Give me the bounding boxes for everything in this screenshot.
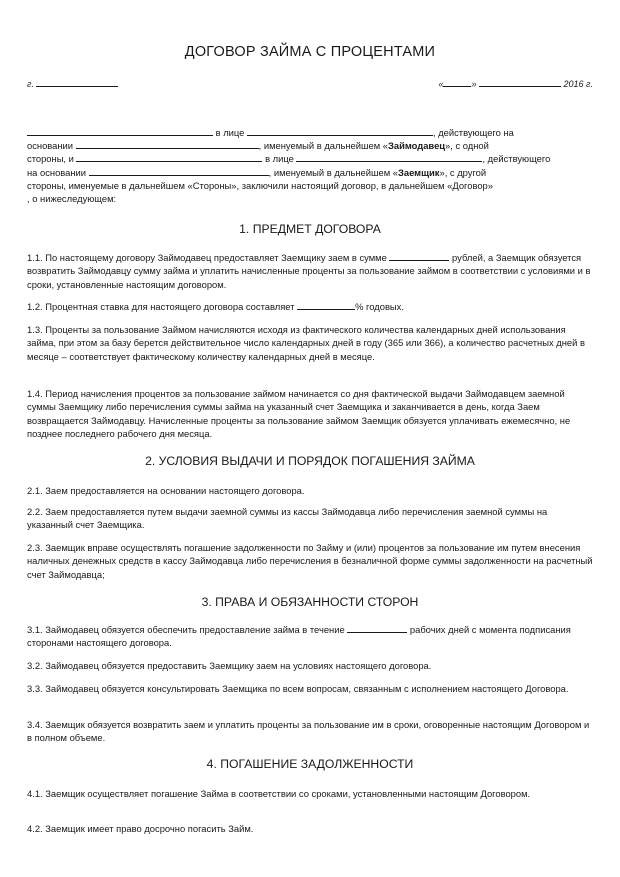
parties-paragraph — [27, 126, 593, 205]
clause-text: 1.1. По настоящему договору Займодавец предоставляет Заемщику заем в сумме — [27, 252, 390, 263]
document-title: ДОГОВОР ЗАЙМА С ПРОЦЕНТАМИ — [184, 44, 436, 60]
clause-text: 1.2. Процентная ставка для настоящего договора составляет — [27, 301, 298, 312]
parties-text: в лице — [213, 127, 247, 138]
parties-text: », с одной — [445, 140, 489, 152]
parties-text: , действующего на — [432, 127, 514, 138]
parties-text: основании — [27, 140, 76, 152]
lender-basis-blank — [76, 139, 259, 149]
date-open-quote: « — [438, 79, 444, 89]
clause-2-1: 2.1. Заем предоставляется на основании настоящего договора. — [27, 485, 305, 496]
parties-text: , действующего — [482, 153, 551, 165]
section-3-heading: 3. ПРАВА И ОБЯЗАННОСТИ СТОРОН — [201, 595, 419, 609]
interest-rate-blank — [297, 300, 355, 310]
parties-text: , именуемый в дальнейшем « — [258, 140, 388, 152]
clause-1-1 — [27, 251, 593, 291]
borrower-term: Заемщик — [398, 166, 440, 178]
clause-text: 3.1. Займодавец обязуется обеспечить предоставление займа в течение — [27, 624, 348, 635]
parties-line-4 — [27, 166, 593, 179]
parties-text: на основании — [27, 166, 89, 178]
parties-text: стороны, и — [27, 153, 77, 165]
day-blank — [443, 77, 471, 87]
borrower-rep-blank — [296, 152, 482, 162]
section-4-heading: 4. ПОГАШЕНИЕ ЗАДОЛЖЕННОСТИ — [206, 757, 414, 771]
loan-amount-blank — [389, 251, 449, 261]
city-field — [27, 77, 118, 89]
borrower-name-blank — [76, 152, 262, 162]
year-label: 2016 г. — [563, 79, 593, 89]
parties-line-6: , о нижеследующем: — [27, 193, 117, 205]
lender-name-blank — [27, 126, 213, 136]
clause-4-2: 4.2. Заемщик имеет право досрочно погасить Займ. — [27, 823, 254, 834]
parties-line-2 — [27, 139, 593, 152]
working-days-blank — [347, 623, 407, 633]
section-2-heading: 2. УСЛОВИЯ ВЫДАЧИ И ПОРЯДОК ПОГАШЕНИЯ ЗАЙМА — [145, 454, 475, 468]
clause-1-2 — [27, 300, 593, 313]
lender-term: Займодавец — [388, 140, 446, 152]
lender-rep-blank — [247, 126, 433, 136]
month-blank — [479, 77, 561, 87]
clause-3-1 — [27, 623, 593, 650]
clause-3-3: 3.3. Займодавец обязуется консультировать Заемщика по всем вопросам, связанным с исполнением настоящего Договора. — [27, 683, 569, 694]
clause-3-2: 3.2. Займодавец обязуется предоставить Заемщику заем на условиях настоящего договора. — [27, 660, 432, 671]
clause-2-2: 2.2. Заем предоставляется путем выдачи заемной суммы из кассы Займодавца либо перечисления заемной суммы на указанный счет Заемщика. — [27, 506, 548, 531]
date-field — [438, 77, 593, 89]
clause-3-4: 3.4. Заемщик обязуется возвратить заем и уплатить проценты за пользование им в сроки, оговоренные настоящим Договором и в полном объеме. — [27, 719, 590, 744]
parties-line-3 — [27, 152, 593, 165]
clause-text: рублей, а Заемщик обязуется возвратить Займодавцу сумму займа и уплатить начисленные проценты за пользование займом в соответствии с условиями и в сроки, установленные настоящим договором. — [27, 252, 591, 290]
date-close-quote: » — [471, 79, 477, 89]
city-label: г. — [27, 79, 34, 89]
parties-text: в лице — [262, 153, 297, 165]
parties-line-5: стороны, именуемые в дальнейшем «Стороны», заключили настоящий договор, в дальнейшем «Договор» — [27, 179, 493, 191]
clause-1-4: 1.4. Период начисления процентов за пользование займом начинается со дня фактической выдачи Займодавцем заемной суммы Заемщику либо перечисления суммы займа на указанный счет Заемщика и заканчивается в день, когда Заем возвращается Займодавцу. Начисленные проценты за пользование займом Заемщик обязуется уплачивать ежемесячно, не позднее последнего рабочего дня месяца. — [27, 388, 571, 440]
parties-line-1 — [27, 126, 593, 139]
section-1-heading: 1. ПРЕДМЕТ ДОГОВОРА — [239, 222, 381, 236]
borrower-basis-blank — [89, 166, 269, 176]
place-date-row — [27, 77, 593, 91]
clause-text: % годовых. — [355, 301, 404, 312]
city-blank — [36, 77, 118, 87]
clause-text: рабочих дней с момента подписания сторонами настоящего договора. — [27, 624, 571, 649]
clause-4-1: 4.1. Заемщик осуществляет погашение Займа в соответствии со сроками, установленными настоящим Договором. — [27, 788, 531, 799]
clause-2-3: 2.3. Заемщик вправе осуществлять погашение задолженности по Займу и (или) процентов за пользование им путем внесения наличных денежных средств в кассу Займодавца либо перечисления в безналичной форме суммы задолженности на расчетный счет Займодавца; — [27, 542, 593, 580]
parties-text: », с другой — [439, 166, 487, 178]
clause-1-3: 1.3. Проценты за пользование Займом начисляются исходя из фактического количества календарных дней использования займа, при этом за базу берется действительное число календарных дней в году (365 или 366), а количество расчетных дней в месяце – соответствует фактическому количеству календарных дней в месяце. — [27, 324, 585, 362]
parties-text: , именуемый в дальнейшем « — [268, 166, 398, 178]
